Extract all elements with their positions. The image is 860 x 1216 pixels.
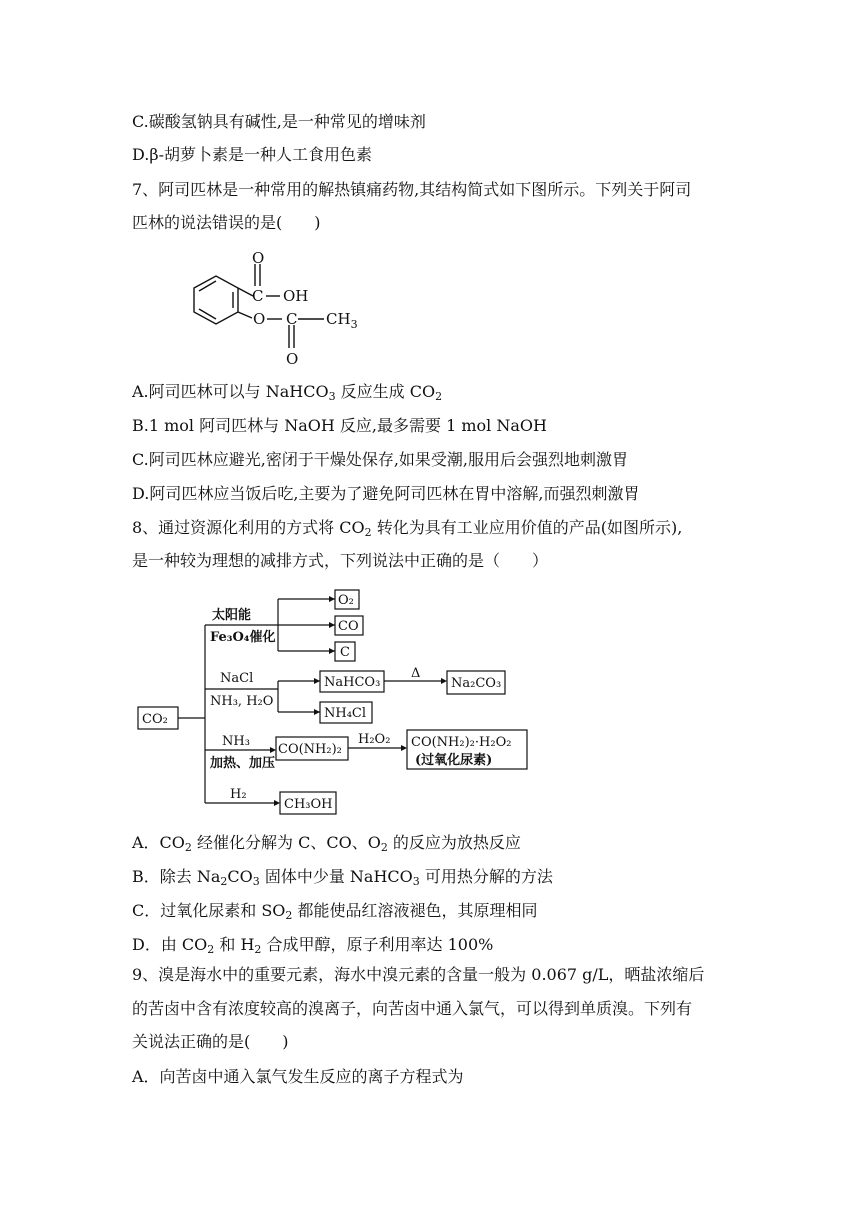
question-8-line2: 是一种较为理想的减排方式，下列说法中正确的是（ ） <box>132 551 549 570</box>
question-7-option-b: B.1 mol 阿司匹林与 NaOH 反应,最多需要 1 mol NaOH <box>132 416 547 435</box>
branch3-label-heat-pressure: 加热、加压 <box>210 756 276 771</box>
branch2-label-nacl: NaCl <box>220 671 254 686</box>
reagent-h2o2: H₂O₂ <box>358 732 391 747</box>
question-7-line1: 7、阿司匹林是一种常用的解热镇痛药物,其结构简式如下图所示。下列关于阿司 <box>132 180 692 199</box>
atom-c-mid: C <box>286 310 298 328</box>
question-8-option-a: A．$CO_2$ 经催化分解为 C、CO、$O_2$ 的反应为放热反应 <box>132 833 521 854</box>
co2-conversion-diagram <box>130 585 550 815</box>
product-nh4cl: NH₄Cl <box>324 706 367 721</box>
option-c-prev: C.碳酸氢钠具有碱性,是一种常见的增味剂 <box>132 112 426 131</box>
product-co: CO <box>338 619 359 634</box>
atom-ch3: $CH_3$ <box>326 310 358 331</box>
product-nahco3: NaHCO₃ <box>324 675 381 690</box>
question-7-line2: 匹林的说法错误的是( ) <box>132 213 321 232</box>
atom-o-ring: O <box>253 310 266 328</box>
question-8-option-d: D．由 $CO_2$ 和 $H_2$ 合成甲醇，原子利用率达 100% <box>132 935 494 956</box>
product-o2: O₂ <box>338 593 354 608</box>
question-9-line1: 9、溴是海水中的重要元素，海水中溴元素的含量一般为 0.067 g/L，晒盐浓缩后 <box>132 965 705 984</box>
branch1-label-solar: 太阳能 <box>212 608 252 623</box>
question-8-option-b: B．除去 $Na_2CO_3$ 固体中少量 NaHCO$_3$ 可用热分解的方法 <box>132 867 553 888</box>
branch1-label-catalyst: Fe₃O₄催化 <box>210 630 276 645</box>
heat-delta: Δ <box>411 666 421 681</box>
branch3-label-nh3: NH₃ <box>222 734 250 749</box>
question-8-option-c: C．过氧化尿素和 $SO_2$ 都能使品红溶液褪色，其原理相同 <box>132 901 538 922</box>
product-na2co3: Na₂CO₃ <box>451 676 502 691</box>
product-ch3oh: CH₃OH <box>284 797 333 812</box>
question-9-line3: 关说法正确的是( ) <box>132 1032 289 1051</box>
question-7-option-c: C.阿司匹林应避光,密闭于干燥处保存,如果受潮,服用后会强烈地刺激胃 <box>132 450 629 469</box>
branch2-label-nh3-h2o: NH₃, H₂O <box>210 694 274 709</box>
product-urea: CO(NH₂)₂ <box>278 742 342 757</box>
question-7-option-a: A.阿司匹林可以与 NaHCO$_3$ 反应生成 $CO_2$ <box>132 382 443 403</box>
atom-c-top: C <box>252 287 264 305</box>
branch4-label-h2: H₂ <box>230 787 247 802</box>
question-9-line2: 的苦卤中含有浓度较高的溴离子，向苦卤中通入氯气，可以得到单质溴。下列有 <box>132 999 693 1018</box>
product-c: C <box>340 645 350 660</box>
product-urea-peroxide-name: (过氧化尿素) <box>415 753 493 768</box>
atom-o-top: O <box>252 249 265 267</box>
question-8-line1: 8、通过资源化利用的方式将 $CO_2$ 转化为具有工业应用价值的产品(如图所示), <box>132 518 683 539</box>
question-7-option-d: D.阿司匹林应当饭后吃,主要为了避免阿司匹林在胃中溶解,而强烈刺激胃 <box>132 484 640 503</box>
product-urea-peroxide: CO(NH₂)₂·H₂O₂ <box>411 735 512 750</box>
atom-oh: OH <box>283 287 309 305</box>
option-d-prev: D.β-胡萝卜素是一种人工食用色素 <box>132 145 373 164</box>
question-9-option-a: A．向苦卤中通入氯气发生反应的离子方程式为 <box>132 1067 464 1086</box>
co2-box: CO₂ <box>142 712 168 727</box>
atom-o-bottom: O <box>286 350 299 368</box>
aspirin-structure <box>180 248 370 372</box>
